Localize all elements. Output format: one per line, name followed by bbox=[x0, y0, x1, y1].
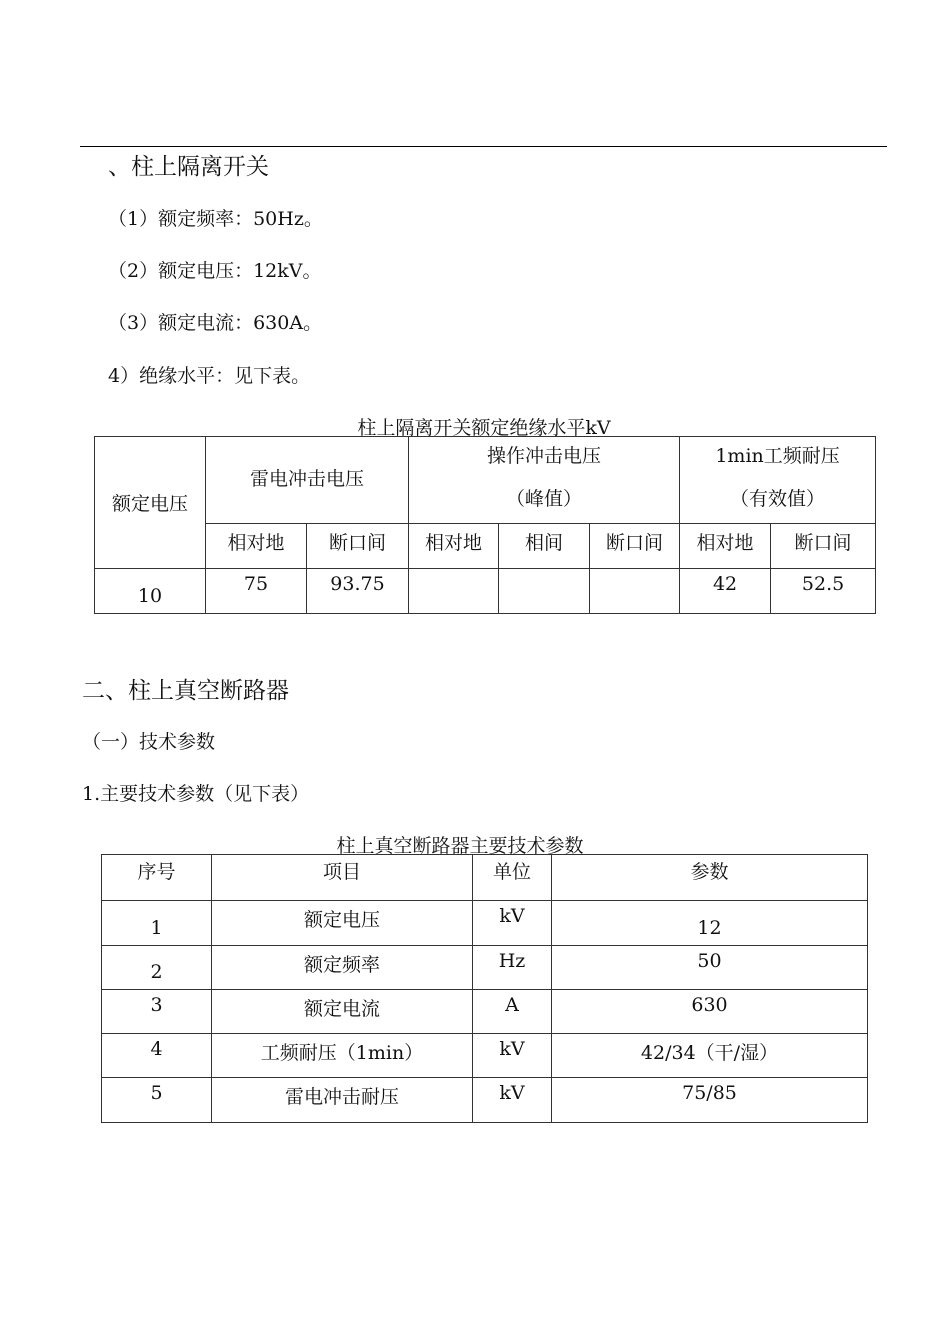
section2-subheading: （一）技术参数 bbox=[82, 731, 216, 753]
section1-item-3: （3）额定电流：630A。 bbox=[108, 312, 323, 334]
table-cell: 42 bbox=[680, 569, 771, 614]
table-cell: kV bbox=[473, 1078, 552, 1123]
table-cell: A bbox=[473, 990, 552, 1034]
sub-header: 断口间 bbox=[771, 524, 876, 569]
table1-caption: 柱上隔离开关额定绝缘水平kV bbox=[357, 417, 611, 439]
table-cell: 52.5 bbox=[771, 569, 876, 614]
table-cell: 75 bbox=[206, 569, 307, 614]
rated-voltage-header: 额定电压 bbox=[95, 437, 206, 569]
table-cell bbox=[590, 569, 680, 614]
lightning-impulse-header: 雷电冲击电压 bbox=[206, 437, 409, 524]
table-cell bbox=[409, 569, 499, 614]
sub-header: 断口间 bbox=[590, 524, 680, 569]
sub-header: 相对地 bbox=[409, 524, 499, 569]
section1-heading: 、柱上隔离开关 bbox=[108, 154, 269, 180]
power-frequency-header-line2: （有效值） bbox=[730, 488, 826, 510]
table-cell: 10 bbox=[95, 569, 206, 614]
table-cell: 额定频率 bbox=[212, 946, 473, 990]
table-cell: Hz bbox=[473, 946, 552, 990]
table-cell: 50 bbox=[552, 946, 868, 990]
table-cell: 5 bbox=[102, 1078, 212, 1123]
table-cell: 3 bbox=[102, 990, 212, 1034]
switching-impulse-header-line1: 操作冲击电压 bbox=[487, 445, 602, 467]
table-cell: kV bbox=[473, 1034, 552, 1078]
table-cell: 雷电冲击耐压 bbox=[212, 1078, 473, 1123]
insulation-level-table bbox=[94, 436, 876, 614]
table-cell: 12 bbox=[552, 901, 868, 946]
header-cell: 序号 bbox=[102, 855, 212, 901]
table-cell: 42/34（干/湿） bbox=[552, 1034, 868, 1078]
section1-item-4: 4）绝缘水平：见下表。 bbox=[108, 365, 311, 387]
table2-caption: 柱上真空断路器主要技术参数 bbox=[336, 835, 584, 857]
table-cell: kV bbox=[473, 901, 552, 946]
sub-header: 相间 bbox=[499, 524, 590, 569]
power-frequency-header-line1: 1min工频耐压 bbox=[715, 445, 840, 467]
table-cell bbox=[499, 569, 590, 614]
header-cell: 参数 bbox=[552, 855, 868, 901]
section2-heading: 二、柱上真空断路器 bbox=[82, 678, 289, 704]
section1-item-1: （1）额定频率：50Hz。 bbox=[108, 208, 323, 230]
switching-impulse-header-line2: （峰值） bbox=[506, 488, 583, 510]
switching-impulse-header bbox=[409, 437, 680, 524]
sub-header: 相对地 bbox=[206, 524, 307, 569]
table-cell: 630 bbox=[552, 990, 868, 1034]
breaker-parameters-table bbox=[101, 854, 868, 1123]
table-cell: 93.75 bbox=[307, 569, 409, 614]
section2-item-1: 1.主要技术参数（见下表） bbox=[82, 783, 310, 805]
sub-header: 相对地 bbox=[680, 524, 771, 569]
table-cell: 额定电压 bbox=[212, 901, 473, 946]
table-cell: 工频耐压（1min） bbox=[212, 1034, 473, 1078]
header-rule bbox=[80, 146, 887, 147]
table-cell: 1 bbox=[102, 901, 212, 946]
table-cell: 4 bbox=[102, 1034, 212, 1078]
table-cell: 75/85 bbox=[552, 1078, 868, 1123]
sub-header: 断口间 bbox=[307, 524, 409, 569]
table-cell: 额定电流 bbox=[212, 990, 473, 1034]
power-frequency-header bbox=[680, 437, 876, 524]
header-cell: 单位 bbox=[473, 855, 552, 901]
table-cell: 2 bbox=[102, 946, 212, 990]
section1-item-2: （2）额定电压：12kV。 bbox=[108, 260, 322, 282]
header-cell: 项目 bbox=[212, 855, 473, 901]
